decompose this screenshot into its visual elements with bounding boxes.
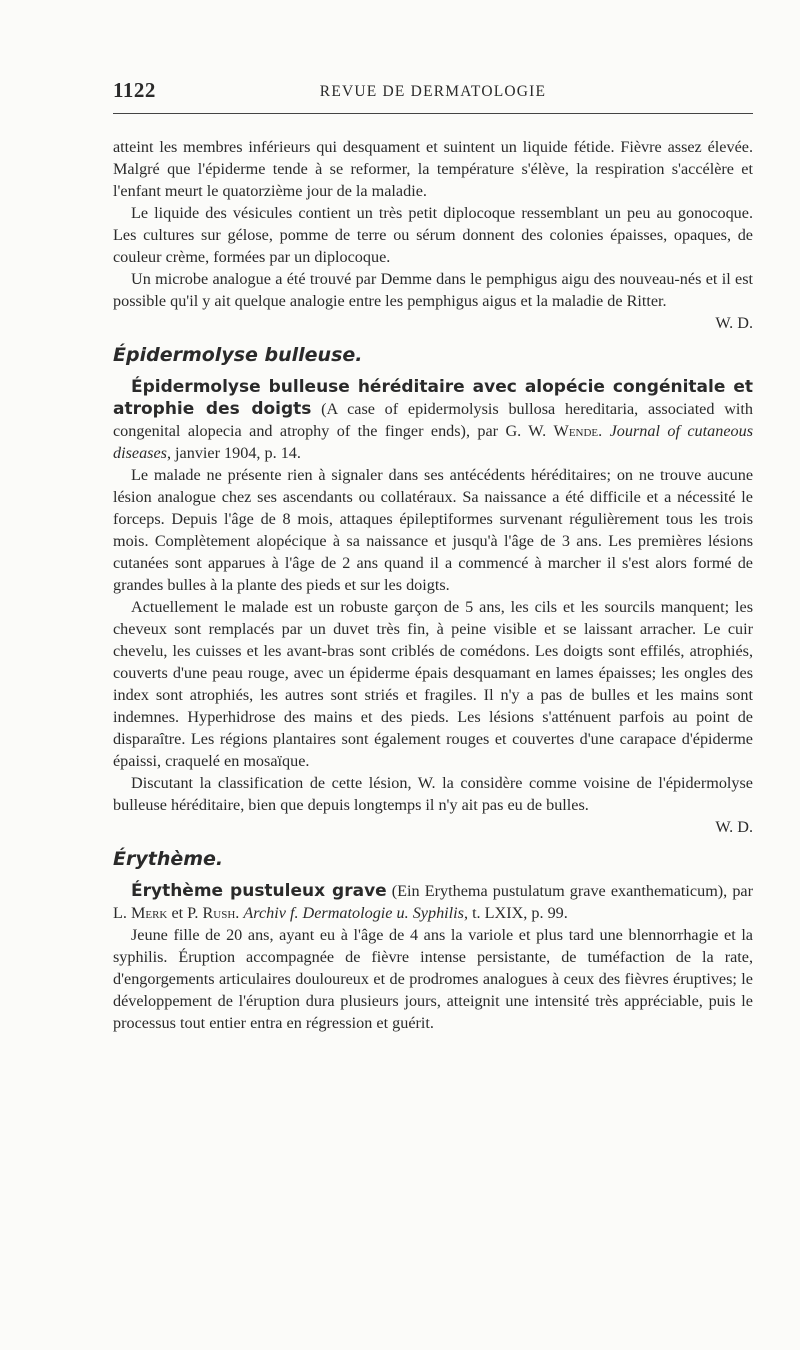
reference-text-e: et P. [167,904,203,922]
reference-text-c: , janvier 1904, p. 14. [166,444,301,462]
author-merk: Merk [130,904,168,922]
paragraph-malade: Le malade ne présente rien à signaler dans ses antécédents héréditaires; on ne trouve aucune lésion analogue chez ses ascendants ou collatéraux. Sa naissance a été difficile et a nécessité le forceps. Depuis l'âge de 8 mois, attaques épileptiformes survenant régulièrement tous les trois mois. Complètement alopécique à sa naissance et jusqu'à l'âge de 3 ans. Les premières lésions cutanées sont apparues à l'âge de 2 ans quand il a commencé à marcher il s'est alors formé de grandes bulles à la plante des pieds et sur les doigts. [113,466,753,594]
header-rule [113,113,753,114]
paragraph-continued: atteint les membres inférieurs qui desquament et suintent un liquide fétide. Fièvre assez élevée. Malgré que l'épiderme tende à se reformer, la température s'élève, la respiration s'accélère et l'enfant meurt le quatorzième jour de la maladie. [113,138,753,200]
reference-text-a: (A case of epidermolysis bullosa hereditaria, associated with congenital alopecia and atrophy of the finger ends), par G. W. [113,400,753,440]
page [113,78,753,1032]
section-heading-epidermolyse: Épidermolyse bulleuse. [113,344,363,366]
reference-text-f: . [235,904,244,922]
reference-text-d: (Ein Erythema pustulatum grave exanthematicum), par L. [113,882,753,922]
paragraph-actuellement: Actuellement le malade est un robuste garçon de 5 ans, les cils et les sourcils manquent; les cheveux sont remplacés par un duvet très fin, à peine visible et se laissant arracher. Le cuir chevelu, les cuisses et les avant-bras sont criblés de comédons. Les doigts sont effilés, atrophiés, couverts d'une peau rouge, avec un épiderme épais desquamant en lames épaisses; les ongles des index sont atrophiés, les autres sont striés et fragiles. Il n'y a pas de bulles et les mains sont indemnes. Hyperhidrose des mains et des pieds. Les lésions s'atténuent parfois au point de disparaître. Les régions plantaires sont également rouges et couvertes d'une carapace d'épiderme épaissi, craquelé en mosaïque. [113,598,753,770]
paragraph-discutant: Discutant la classification de cette lésion, W. la considère comme voisine de l'épidermolyse bulleuse héréditaire, bien que depuis longtemps il n'y ait pas eu de bulles. [113,774,753,814]
signature-2: W. D. [715,818,753,836]
reference-text-b: . [598,422,610,440]
journal-name-archiv: Archiv f. Dermatologie u. Syphilis [243,904,464,922]
reference-text-g: , t. LXIX, p. 99. [463,904,568,922]
article-title-erytheme: Érythème pustuleux grave [131,881,387,901]
section-heading-erytheme: Érythème. [113,848,224,870]
signature-1: W. D. [715,314,753,332]
journal-name: Journal of cutaneous diseases [113,422,753,462]
author-rush: Rush [202,904,236,922]
paragraph-diplocoque: Le liquide des vésicules contient un très petit diplocoque ressemblant un peu au gonocoque. Les cultures sur gélose, pomme de terre ou sérum donnent des colonies épaisses, opaques, de couleur crème, formées par un diplocoque. [113,204,753,266]
paragraph-jeune-fille: Jeune fille de 20 ans, ayant eu à l'âge de 4 ans la variole et plus tard une blennorrhagie et la syphilis. Éruption accompagnée de fièvre intense persistante, de tuméfaction de la rate, d'engorgements articulaires douloureux et de prodromes analogues à ceux des fièvres éruptives; le développement de l'éruption dura plusieurs jours, atteignit une intensité très appréciable, puis le processus tout entier entra en régression et guérit. [113,926,753,1032]
author-wende: Wende [553,422,599,440]
paragraph-demme-text: Un microbe analogue a été trouvé par Demme dans le pemphigus aigu des nouveau-nés et il est possible qu'il y ait quelque analogie entre les pemphigus aigus et la maladie de Ritter. [113,270,753,310]
page-number: 1122 [113,78,156,102]
running-title: REVUE DE DERMATOLOGIE [319,83,547,100]
article-body [113,136,753,1034]
article-title-epidermolyse: Épidermolyse bulleuse héréditaire avec alopécie congénitale et atrophie des doigts [113,377,753,419]
reference-epidermolyse [113,376,753,464]
paragraph-demme [113,268,753,312]
page-header [113,78,753,108]
reference-erytheme [113,880,753,924]
